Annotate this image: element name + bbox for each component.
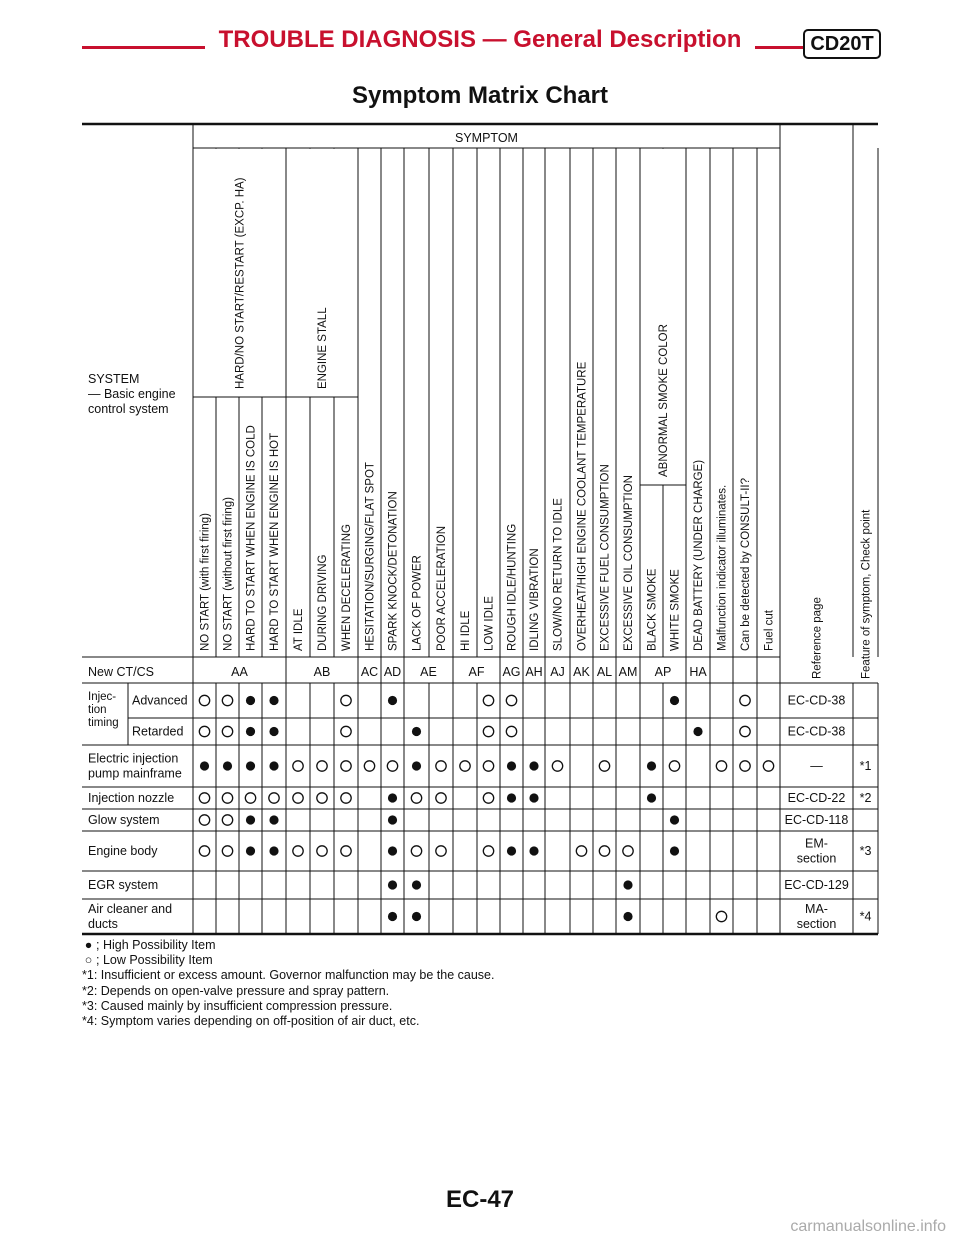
row-label: EGR system xyxy=(88,878,159,892)
column-header: OVERHEAT/HIGH ENGINE COOLANT TEMPERATURE xyxy=(576,361,589,651)
code-label: AG xyxy=(502,665,521,679)
low-possibility-mark xyxy=(460,761,470,771)
row-label: Injection nozzle xyxy=(88,791,175,805)
row-label: pump mainframe xyxy=(88,766,182,781)
column-header: HARD TO START WHEN ENGINE IS HOT xyxy=(269,432,281,651)
row-group-label: tion xyxy=(88,704,107,716)
column-header: Can be detected by CONSULT-II? xyxy=(740,477,752,651)
reference-page: EC-CD-129 xyxy=(784,878,849,892)
column-header: SLOW/NO RETURN TO IDLE xyxy=(552,498,565,651)
high-possibility-mark xyxy=(670,846,679,855)
low-possibility-mark xyxy=(199,695,209,705)
notes-block xyxy=(82,938,494,1029)
footnote-2: *2: Depends on open-valve pressure and spray pattern. xyxy=(82,983,390,998)
low-possibility-mark xyxy=(222,815,232,825)
high-possibility-mark xyxy=(388,912,397,921)
group-header-label: ENGINE STALL xyxy=(317,307,329,389)
column-header: NO START (with first firing) xyxy=(199,512,212,651)
feature-note: *4 xyxy=(859,909,872,924)
low-possibility-mark xyxy=(222,793,232,803)
low-possibility-mark xyxy=(269,793,279,803)
low-possibility-mark xyxy=(411,846,421,856)
low-possibility-mark xyxy=(317,846,327,856)
row-group-label: timing xyxy=(88,717,119,729)
watermark: carmanualsonline.info xyxy=(790,1218,946,1235)
column-header: Feature of symptom, Check point xyxy=(860,509,873,679)
system-label: control system xyxy=(88,402,169,416)
low-possibility-mark xyxy=(436,793,446,803)
code-label: AE xyxy=(420,665,437,679)
low-possibility-mark xyxy=(436,846,446,856)
row-sub-label: Retarded xyxy=(132,724,184,739)
high-possibility-mark xyxy=(246,846,255,855)
column-header: IDLING VIBRATION xyxy=(529,548,541,651)
high-possibility-mark xyxy=(507,793,516,802)
column-header: SPARK KNOCK/DETONATION xyxy=(387,491,400,651)
column-header: Fuel cut xyxy=(763,610,776,651)
code-label: AP xyxy=(654,665,672,679)
high-possibility-mark xyxy=(388,815,397,824)
high-possibility-mark xyxy=(623,912,632,921)
column-header: HARD TO START WHEN ENGINE IS COLD xyxy=(245,425,258,651)
high-possibility-mark xyxy=(412,880,421,889)
reference-page: MA- xyxy=(805,902,828,916)
row-label: Air cleaner and xyxy=(88,902,173,916)
high-possibility-mark xyxy=(507,846,516,855)
high-possibility-mark xyxy=(388,793,397,802)
column-header: LACK OF POWER xyxy=(411,555,424,651)
high-possibility-icon: ● xyxy=(84,938,93,952)
footnote-3: *3: Caused mainly by insufficient compression pressure. xyxy=(82,998,393,1013)
low-possibility-mark xyxy=(293,846,303,856)
column-header: DURING DRIVING xyxy=(317,554,329,651)
column-header: LOW IDLE xyxy=(483,596,496,651)
column-header: AT IDLE xyxy=(293,608,305,651)
high-possibility-mark xyxy=(670,696,679,705)
code-label: AL xyxy=(596,665,613,679)
code-label: AH xyxy=(525,665,543,679)
low-possibility-mark xyxy=(222,846,232,856)
low-possibility-mark xyxy=(199,815,209,825)
group-header-label: ABNORMAL SMOKE COLOR xyxy=(658,324,670,477)
high-possibility-mark xyxy=(269,727,278,736)
column-header: HESITATION/SURGING/FLAT SPOT xyxy=(364,462,377,651)
low-possibility-mark xyxy=(245,793,255,803)
low-possibility-mark xyxy=(387,761,397,771)
reference-page: EM- xyxy=(805,836,828,851)
high-possibility-mark xyxy=(269,696,278,705)
row-label: Engine body xyxy=(88,844,158,858)
low-possibility-mark xyxy=(483,846,493,856)
low-possibility-mark xyxy=(740,726,750,736)
high-possibility-mark xyxy=(412,912,421,921)
feature-note: *3 xyxy=(859,844,872,858)
low-possibility-mark xyxy=(364,761,374,771)
reference-page: section xyxy=(796,851,837,866)
low-possibility-mark xyxy=(293,761,303,771)
legend-low xyxy=(82,953,494,968)
column-header: NO START (without first firing) xyxy=(222,496,235,651)
high-possibility-mark xyxy=(529,793,538,802)
low-possibility-mark xyxy=(483,695,493,705)
low-possibility-mark xyxy=(599,846,609,856)
low-possibility-mark xyxy=(599,761,609,771)
low-possibility-mark xyxy=(341,761,351,771)
high-possibility-mark xyxy=(269,815,278,824)
low-possibility-mark xyxy=(199,726,209,736)
column-header: WHEN DECELERATING xyxy=(341,524,353,651)
low-possibility-mark xyxy=(716,761,726,771)
low-possibility-mark xyxy=(483,726,493,736)
low-possibility-mark xyxy=(740,695,750,705)
code-label: AD xyxy=(383,665,402,679)
high-possibility-mark xyxy=(246,727,255,736)
row-label: ducts xyxy=(88,917,118,931)
low-possibility-mark xyxy=(763,761,773,771)
high-possibility-mark xyxy=(529,761,538,770)
low-possibility-mark xyxy=(341,726,351,736)
system-label: — Basic engine xyxy=(88,387,176,401)
code-label: AF xyxy=(468,665,485,679)
column-header: DEAD BATTERY (UNDER CHARGE) xyxy=(693,459,705,651)
high-possibility-mark xyxy=(623,880,632,889)
high-possibility-mark xyxy=(529,846,538,855)
feature-note: *2 xyxy=(859,791,872,805)
reference-page: EC-CD-118 xyxy=(784,813,849,827)
new-ctcs-label: New CT/CS xyxy=(88,665,154,679)
column-header: EXCESSIVE FUEL CONSUMPTION xyxy=(599,464,612,651)
row-sub-label: Advanced xyxy=(132,693,188,708)
column-header: WHITE SMOKE xyxy=(669,569,682,651)
low-possibility-mark xyxy=(436,761,446,771)
low-possibility-mark xyxy=(506,726,516,736)
footnote-1: *1: Insufficient or excess amount. Governor malfunction may be the cause. xyxy=(82,968,495,983)
column-header: BLACK SMOKE xyxy=(646,568,659,651)
high-possibility-mark xyxy=(388,696,397,705)
high-possibility-mark xyxy=(269,846,278,855)
low-possibility-mark xyxy=(222,695,232,705)
code-label: AK xyxy=(573,665,590,679)
code-label: AC xyxy=(360,665,379,679)
low-possibility-mark xyxy=(716,911,726,921)
low-possibility-icon: ○ xyxy=(84,953,93,968)
column-header: POOR ACCELERATION xyxy=(436,525,448,651)
low-possibility-mark xyxy=(341,793,351,803)
high-possibility-mark xyxy=(388,880,397,889)
high-possibility-mark xyxy=(693,727,702,736)
feature-note: *1 xyxy=(859,759,872,773)
column-header: ROUGH IDLE/HUNTING xyxy=(506,523,519,651)
row-label: Glow system xyxy=(88,813,160,827)
code-label: AB xyxy=(313,665,331,679)
symptom-label: SYMPTOM xyxy=(455,131,518,145)
page-number: EC-47 xyxy=(445,1186,515,1213)
column-header: EXCESSIVE OIL CONSUMPTION xyxy=(623,475,635,651)
low-possibility-mark xyxy=(740,761,750,771)
legend-high xyxy=(82,938,494,953)
row-group-label: Injec- xyxy=(88,691,117,703)
low-possibility-mark xyxy=(199,846,209,856)
high-possibility-mark xyxy=(670,815,679,824)
low-possibility-mark xyxy=(199,793,209,803)
low-possibility-mark xyxy=(623,846,633,856)
column-header: Malfunction indicator illuminates. xyxy=(716,484,729,651)
reference-page: EC-CD-38 xyxy=(787,724,846,739)
reference-page: EC-CD-38 xyxy=(787,693,846,708)
low-possibility-mark xyxy=(483,761,493,771)
code-label: HA xyxy=(689,665,707,679)
high-possibility-mark xyxy=(412,761,421,770)
footnote-4: *4: Symptom varies depending on off-position of air duct, etc. xyxy=(82,1014,420,1029)
low-possibility-mark xyxy=(411,793,421,803)
legend-low-text: ; Low Possibility Item xyxy=(96,953,213,968)
group-header-label: HARD/NO START/RESTART (EXCP. HA) xyxy=(234,177,247,389)
high-possibility-mark xyxy=(246,815,255,824)
high-possibility-mark xyxy=(269,761,278,770)
code-label: AJ xyxy=(550,665,565,679)
low-possibility-mark xyxy=(552,761,562,771)
high-possibility-mark xyxy=(388,846,397,855)
code-label: AM xyxy=(618,665,638,679)
low-possibility-mark xyxy=(317,793,327,803)
high-possibility-mark xyxy=(647,761,656,770)
low-possibility-mark xyxy=(222,726,232,736)
legend-high-text: ; High Possibility Item xyxy=(96,938,216,952)
model-badge: CD20T xyxy=(803,29,881,59)
code-label: AA xyxy=(231,665,248,679)
reference-page: section xyxy=(796,917,837,931)
high-possibility-mark xyxy=(200,761,209,770)
low-possibility-mark xyxy=(341,846,351,856)
reference-page: — xyxy=(810,759,823,773)
high-possibility-mark xyxy=(246,696,255,705)
header-title: TROUBLE DIAGNOSIS — General Description xyxy=(205,26,756,53)
high-possibility-mark xyxy=(412,727,421,736)
low-possibility-mark xyxy=(669,761,679,771)
high-possibility-mark xyxy=(647,793,656,802)
column-header: Reference page xyxy=(811,597,824,679)
system-label: SYSTEM xyxy=(88,372,140,386)
low-possibility-mark xyxy=(483,793,493,803)
low-possibility-mark xyxy=(576,846,586,856)
high-possibility-mark xyxy=(246,761,255,770)
low-possibility-mark xyxy=(317,761,327,771)
high-possibility-mark xyxy=(223,761,232,770)
low-possibility-mark xyxy=(341,695,351,705)
column-header: HI IDLE xyxy=(460,610,472,651)
chart-title: Symptom Matrix Chart xyxy=(351,82,609,109)
row-label: Electric injection xyxy=(88,751,179,766)
reference-page: EC-CD-22 xyxy=(787,791,846,805)
low-possibility-mark xyxy=(293,793,303,803)
low-possibility-mark xyxy=(506,695,516,705)
high-possibility-mark xyxy=(507,761,516,770)
